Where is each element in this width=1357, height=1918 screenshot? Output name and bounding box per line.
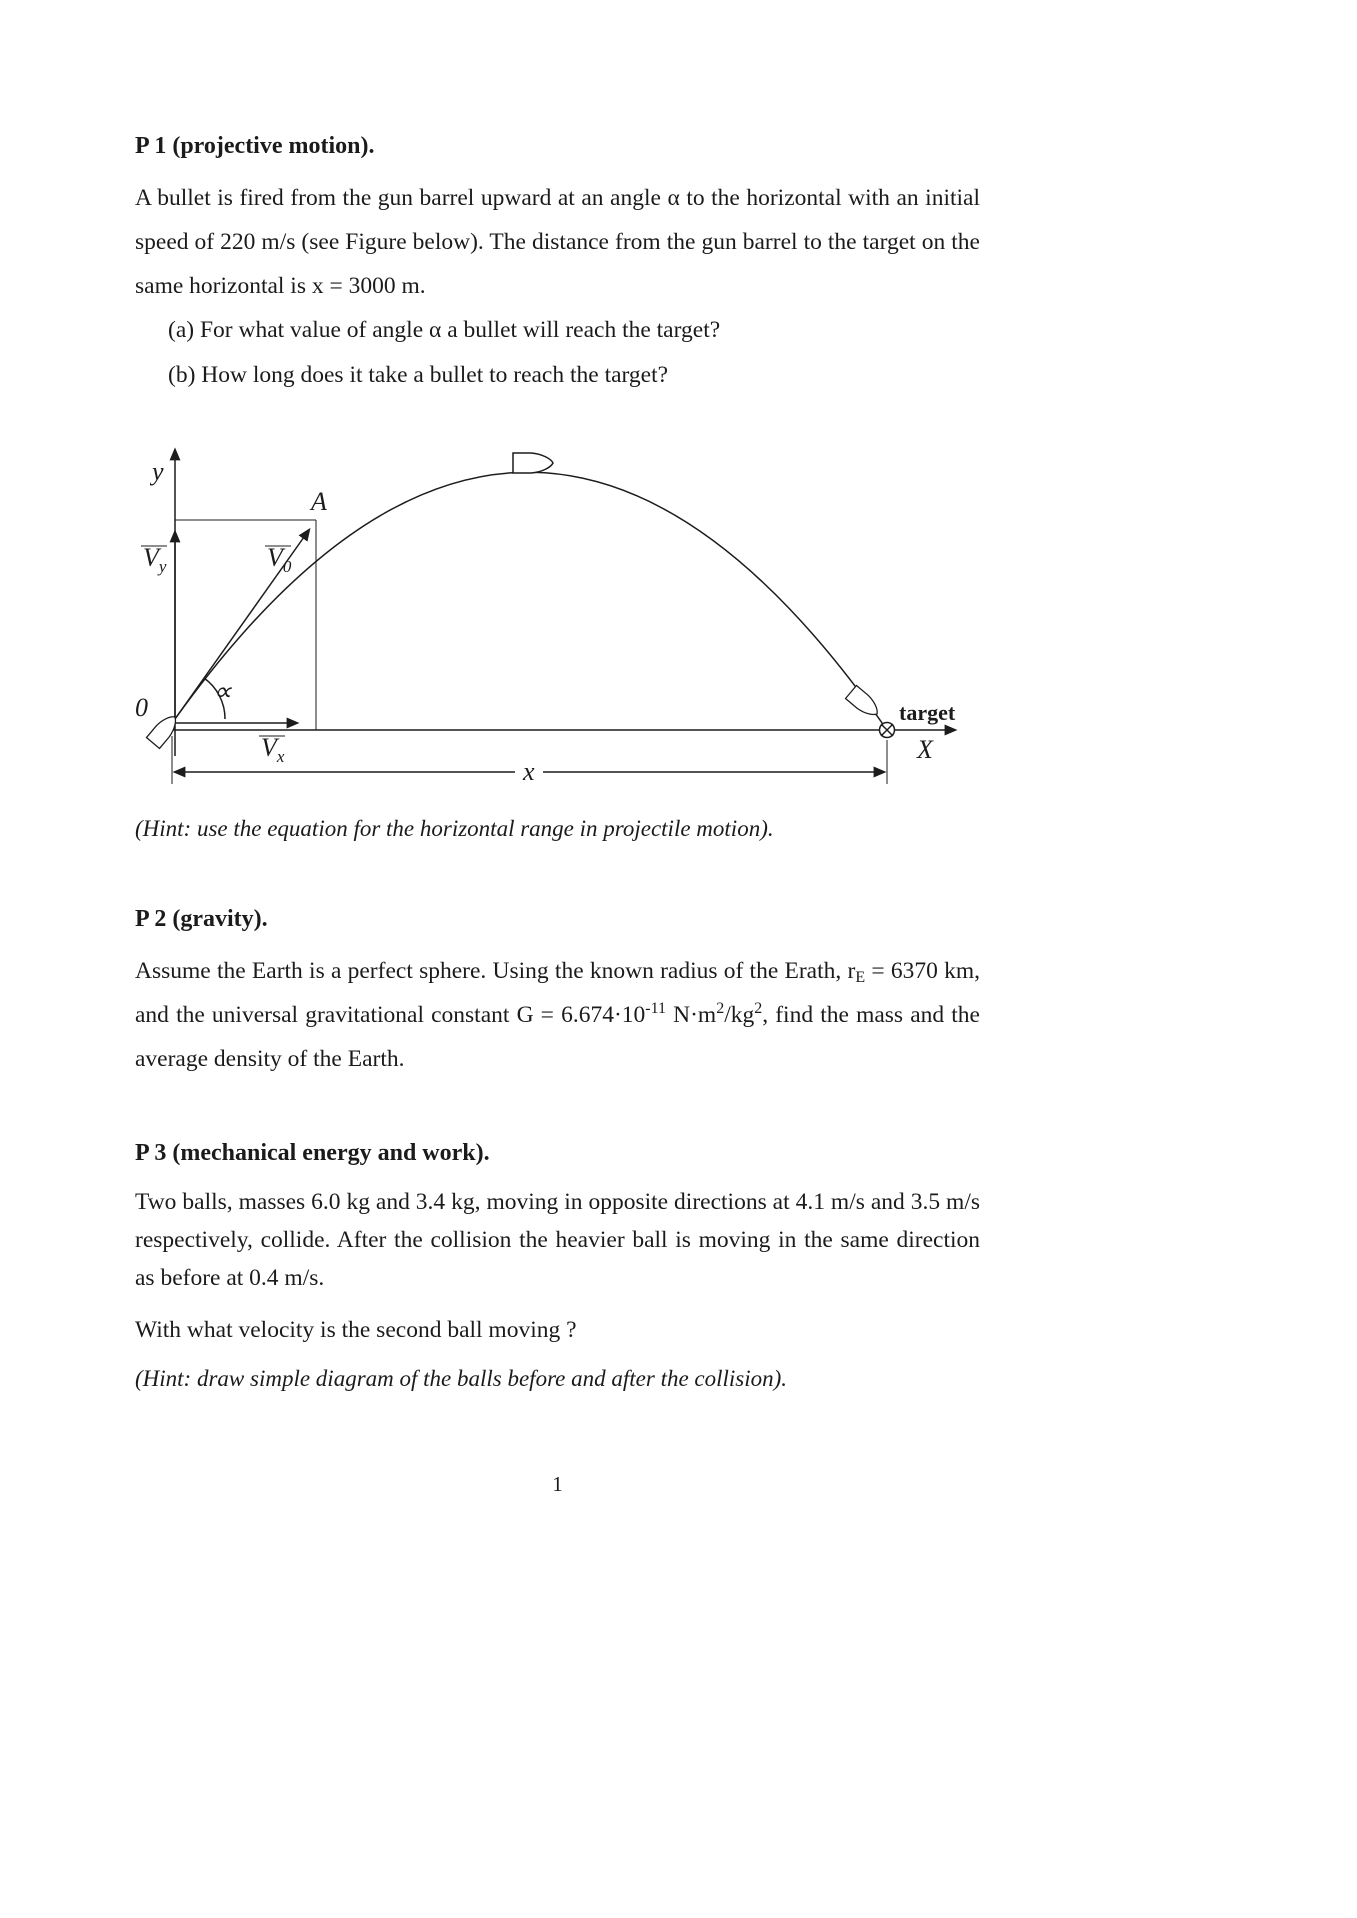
- y-axis-label: y: [152, 457, 164, 486]
- p2-exponent: 2: [754, 1000, 763, 1018]
- target-label: target: [899, 700, 956, 725]
- p2-exponent: 2: [716, 1000, 725, 1018]
- p2-text-segment: N·m: [665, 1002, 717, 1028]
- p2-text-segment: = 6370 km, and the universal gravitational constant G = 6.674·10: [135, 958, 980, 1028]
- projectile-figure-svg: [127, 434, 977, 796]
- p2-text-segment: , find the mass and the average density of the Earth.: [135, 1002, 980, 1072]
- p2-body: [135, 949, 980, 1081]
- x-distance-label: x: [523, 757, 535, 786]
- origin-label: 0: [135, 693, 148, 722]
- document-content: [135, 130, 980, 1399]
- p3-body: Two balls, masses 6.0 kg and 3.4 kg, moving in opposite directions at 4.1 m/s and 3.5 m/s respectively, collide. After the collision the heavier ball is moving in the same direction as before at 0.4 m/s.: [135, 1189, 980, 1291]
- p2-subscript-e: E: [855, 968, 866, 986]
- p1-hint: (Hint: use the equation for the horizontal range in projectile motion).: [135, 816, 774, 841]
- bullet-at-apex: [513, 453, 553, 473]
- v0-label: $V_0$: [267, 543, 292, 576]
- p1-body: A bullet is fired from the gun barrel upward at an angle α to the horizontal with an initial speed of 220 m/s (see Figure below). The distance from the gun barrel to the target on the same horizontal is x = 3000 m.: [135, 185, 980, 299]
- vx-label: $V_x$: [261, 733, 285, 766]
- p3-heading: P 3 (mechanical energy and work).: [135, 1140, 490, 1166]
- p1-figure: [127, 434, 980, 801]
- vy-label: $V_y$: [143, 543, 167, 576]
- p2-text-segment: /kg: [724, 1002, 755, 1028]
- p2-heading: P 2 (gravity).: [135, 906, 268, 932]
- p3-question: With what velocity is the second ball moving ?: [135, 1317, 577, 1343]
- p1-heading: P 1 (projective motion).: [135, 133, 375, 159]
- p3-hint: (Hint: draw simple diagram of the balls before and after the collision).: [135, 1366, 788, 1391]
- p1-item-a: (a) For what value of angle α a bullet will reach the target?: [168, 317, 721, 343]
- p2-text-segment: Assume the Earth is a perfect sphere. Using the known radius of the Erath, r: [135, 958, 856, 984]
- p2-exponent: -11: [645, 1000, 666, 1018]
- p1-item-b: (b) How long does it take a bullet to reach the target?: [168, 362, 669, 388]
- x-axis-label: X: [917, 735, 933, 764]
- target-marker: [880, 723, 895, 738]
- page-number: 1: [552, 1472, 563, 1496]
- alpha-label: ∝: [213, 677, 232, 706]
- trajectory-curve: [175, 472, 887, 730]
- point-a-label: A: [311, 487, 327, 516]
